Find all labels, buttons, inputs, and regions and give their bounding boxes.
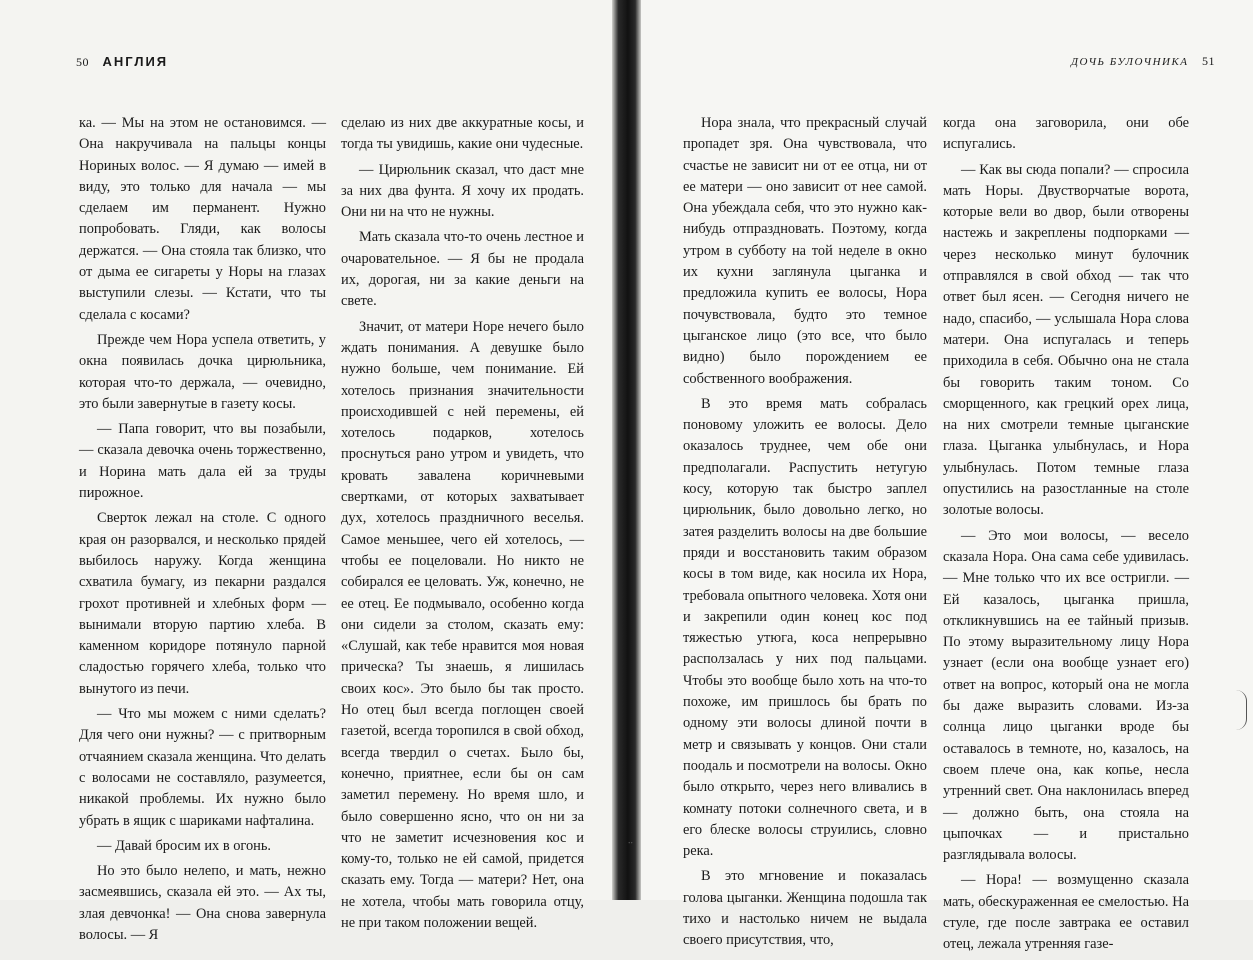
paragraph: сделаю из них две аккуратные косы, и тогда ты увидишь, какие они чудесные. bbox=[341, 115, 584, 153]
paragraph: Сверток лежал на столе. С одного края он разорвался, и несколько прядей выбилось наружу. Когда женщина схватила бумагу, из пекарни раздался грохот противней и хлебных форм — вынимали вторую партию хлеба. В каменном коридоре потянуло парной сладостью горячего хлеба, только что вынутого из печи. bbox=[79, 510, 326, 697]
text-column-1 bbox=[79, 113, 326, 950]
right-page bbox=[641, 0, 1253, 953]
right-running-head bbox=[1071, 54, 1215, 69]
page-number-left: 50 bbox=[76, 55, 89, 69]
text-column-4 bbox=[943, 113, 1189, 960]
running-title-right: ДОЧЬ БУЛОЧНИКА bbox=[1070, 56, 1189, 68]
paragraph: — Что мы можем с ними сделать? Для чего они нужны? — с притворным отчаянием сказала женщина. Что делать с волосами не составляло, разумеется, никакой проблемы. Их нужно было убрать в ящик с шариками нафталина. bbox=[79, 706, 326, 829]
paragraph: Нора знала, что прекрасный случай пропадет зря. Она чувствовала, что счастье не зависит ни от ее отца, ни от ее матери — оно зависит от нее самой. Она убеждала себя, что это нужно как-нибудь отпраздновать. Поэтому, когда утром в субботу на той неделе в окно их кухни заглянула цыганка и предложила купить ее волосы, Нора почувствовала, будто это темное цыганское лицо (это все, что было видно) было порождением ее собственного воображения. bbox=[683, 115, 927, 387]
paragraph: — Как вы сюда попали? — спросила мать Норы. Двустворчатые ворота, которые вели во двор, были отворены настежь и закреплены подпорками — через несколько минут булочник отправлялся в свой обход — так что ответ был ясен. — Сегодня ничего не надо, спасибо, — услышала Нора слова матери. Она испугалась и теперь приходила в себя. Обычно она не стала бы говорить таким тоном. Со сморщенного, как грецкий орех лица, на них смотрели темные цыганские глаза. Цыганка улыбнулась, и Нора улыбнулась. Потом темные глаза опустились на разостланные на столе золотые волосы. bbox=[943, 161, 1189, 519]
paragraph: Прежде чем Нора успела ответить, у окна появилась дочка цирюльника, которая что-то держала, — очевидно, это были завернутые в газету косы. bbox=[79, 331, 326, 412]
paragraph: Значит, от матери Норе нечего было ждать понимания. А девушке было нужно больше, чем понимание. Ей хотелось признания значительности происходившей с ней перемены, ей хотелось подарков, хотелось проснуться рано утром и увидеть, что кровать завалена коричневыми свертками, от которых захватывает дух, хотелось праздничного веселья. Самое меньшее, чего ей хотелось, — чтобы ее поцеловали. Но никто не собирался ее целовать. Уж, конечно, не ее отец. Ее подмывало, особенно когда они сидели за столом, сказать ему: «Слушай, как тебе нравится моя новая прическа? Ты знаешь, я лишилась своих кос». Это было бы так просто. Но отец был всегда поглощен своей газетой, всегда торопился в свой обход, всегда твердил о счетах. Было бы, конечно, приятнее, если бы он сам заметил перемену. Но время шло, и было совершенно ясно, что он ни за что не заметит исчезновения кос и кому-то, только не ей самой, придется сказать ему. Тогда — матери? Нет, она не хотела, чтобы мать говорила отцу, не при таком положении вещей. bbox=[341, 318, 584, 931]
paragraph: ка. — Мы на этом не остановимся. — Она накручивала на пальцы концы Нориных волос. — Я думаю — имей в виду, это только для начала — мы сделаем им перманент. Нужно попробовать. Гляди, как волосы держатся. — Она стояла так близко, что от дыма ее сигареты у Норы на глазах выступили слезы. — Кстати, что ты сделала с косами? bbox=[79, 115, 326, 323]
paragraph: — Папа говорит, что вы позабыли, — сказала девочка очень торжественно, и Норина мать дала ей за труды пирожное. bbox=[79, 421, 326, 502]
paragraph: — Нора! — возмущенно сказала мать, обескураженная ее смелостью. На стуле, где после завтрака ее оставил отец, лежала утренняя газе- bbox=[943, 872, 1189, 953]
smudge-mark: ∙∙ bbox=[628, 838, 633, 849]
paragraph: Мать сказала что-то очень лестное и очаровательное. — Я бы не продала их, дорогая, ни за какие деньги на свете. bbox=[341, 229, 584, 310]
paragraph: — Цирюльник сказал, что даст мне за них два фунта. Я хочу их продать. Они ни на что не нужны. bbox=[341, 161, 584, 221]
paragraph: Но это было нелепо, и мать, нежно засмеявшись, сказала ей это. — Ах ты, злая девчонка! — Она снова завернула волосы. — Я bbox=[79, 863, 326, 943]
text-column-2 bbox=[341, 113, 584, 938]
paragraph: когда она заговорила, они обе испугались. bbox=[943, 115, 1189, 153]
paragraph: — Давай бросим их в огонь. bbox=[97, 837, 272, 854]
paragraph: В это мгновение и показалась голова цыганки. Женщина подошла так тихо и настолько ничем не выдала своего присутствия, что, bbox=[683, 868, 927, 949]
margin-pencil-mark bbox=[1236, 690, 1247, 730]
paragraph: В это время мать собралась поновому уложить ее волосы. Дело оказалось труднее, чем обе они предполагали. Распустить нетугую косу, которую так быстро заплел цирюльник, было довольно легко, но затея разделить волосы на две большие пряди и восстановить таким образом косы в том виде, как носила их Нора, требовала опытного человека. Хотя они и закрепили один конец кос под тяжестью утюга, коса непрерывно расползалась у них под пальцами. Чтобы это вообще было хоть на что-то похоже, им пришлось бы брать по одному эти волосы длиной почти в метр и связывать у концов. Они стали поодаль и посмотрели на волосы. Окно было открыто, через него вливались в комнату потоки солнечного света, и в его блеске волосы струились, словно река. bbox=[683, 395, 927, 860]
left-page bbox=[0, 0, 612, 943]
book-spine-gutter bbox=[612, 0, 641, 900]
running-title-left: АНГЛИЯ bbox=[102, 54, 169, 69]
text-column-3 bbox=[683, 113, 927, 956]
paragraph: — Это мои волосы, — весело сказала Нора. Она сама себе удивилась. — Мне только что их все остригли. — Ей казалось, цыганка пришла, откликнувшись на ее тайный призыв. По этому выразительному лицу Нора узнает (если она вообще узнает его) ответ на вопрос, который она не могла бы даже выразить словами. Из-за солнца лицо цыганки вроде бы оставалось в темноте, но, казалось, на своем плече она, как копье, несла утренний свет. Она наклонилась вперед — должно быть, она стояла на цыпочках — и пристально разглядывала волосы. bbox=[943, 527, 1189, 864]
left-running-head bbox=[76, 54, 168, 70]
page-number-right: 51 bbox=[1202, 54, 1215, 68]
